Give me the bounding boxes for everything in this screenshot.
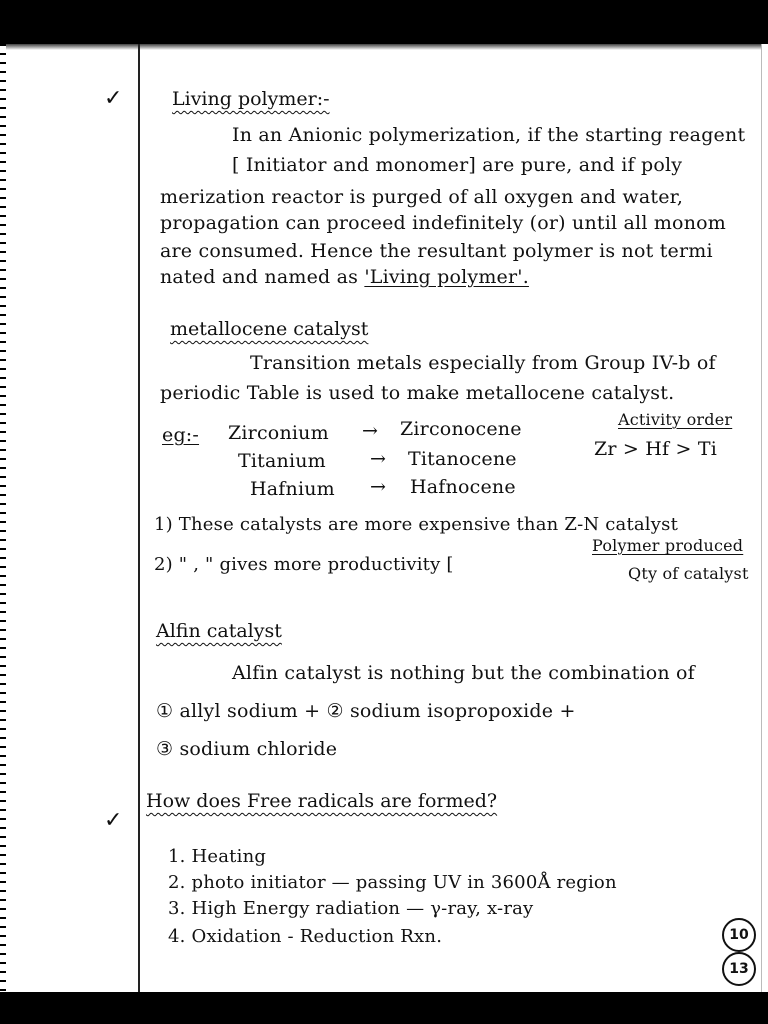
living-line-6-text: nated and named as (160, 266, 365, 288)
heading-metallocene-catalyst: metallocene catalyst (170, 318, 369, 340)
alfin-line-1: Alfin catalyst is nothing but the combination of (232, 662, 695, 684)
heading-alfin-catalyst: Alfin catalyst (156, 620, 282, 642)
living-line-1: In an Anionic polymerization, if the starting reagent (232, 124, 746, 146)
pair-metal: Hafnium (250, 478, 335, 500)
pair-product: Hafnocene (410, 476, 516, 498)
metallocene-intro-1: Transition metals especially from Group IV-b of (250, 352, 716, 374)
check-mark-icon: ✓ (104, 808, 123, 833)
margin-line (138, 44, 140, 992)
scan-left-edge (0, 44, 6, 992)
activity-order-label: Activity order (618, 410, 733, 429)
radical-item-1: 1. Heating (168, 846, 267, 867)
pair-metal: Zirconium (228, 422, 329, 444)
living-line-3: merization reactor is purged of all oxygen and water, (160, 186, 684, 208)
pair-arrow: → (370, 476, 387, 498)
productivity-numerator: Polymer produced (592, 536, 744, 555)
heading-free-radicals: How does Free radicals are formed? (146, 790, 498, 812)
productivity-denominator: Qty of catalyst (628, 564, 749, 583)
radical-item-2: 2. photo initiator — passing UV in 3600Å region (168, 872, 617, 893)
activity-order-value: Zr > Hf > Ti (594, 438, 718, 460)
metallocene-point-1: 1) These catalysts are more expensive than Z-N catalyst (154, 514, 678, 535)
living-line-6 (160, 266, 529, 288)
pair-metal: Titanium (238, 450, 326, 472)
metallocene-point-2: 2) " , " gives more productivity [ (154, 554, 454, 575)
scan-right-edge (761, 44, 768, 992)
check-mark-icon: ✓ (104, 86, 123, 111)
score-badge-second: 13 (722, 952, 756, 986)
example-label: eg:- (162, 424, 200, 446)
radical-item-4: 4. Oxidation - Reduction Rxn. (168, 926, 443, 947)
living-line-5: are consumed. Hence the resultant polymer is not termi (160, 240, 713, 262)
alfin-line-2: ① allyl sodium + ② sodium isopropoxide + (156, 700, 576, 722)
pair-product: Zirconocene (400, 418, 522, 440)
score-badge-first: 10 (722, 918, 756, 952)
scan-top-border (0, 0, 768, 44)
heading-living-polymer: Living polymer:- (172, 88, 330, 110)
radical-item-3: 3. High Energy radiation — γ-ray, x-ray (168, 898, 534, 919)
pair-product: Titanocene (408, 448, 517, 470)
pair-arrow: → (370, 448, 387, 470)
scan-bottom-border (0, 992, 768, 1024)
pair-arrow: → (362, 420, 379, 442)
living-line-2: [ Initiator and monomer] are pure, and if poly (232, 154, 683, 176)
alfin-line-3: ③ sodium chloride (156, 738, 338, 760)
living-polymer-term: 'Living polymer'. (364, 266, 529, 288)
metallocene-intro-2: periodic Table is used to make metallocene catalyst. (160, 382, 675, 404)
living-line-4: propagation can proceed indefinitely (or) until all monom (160, 212, 726, 234)
